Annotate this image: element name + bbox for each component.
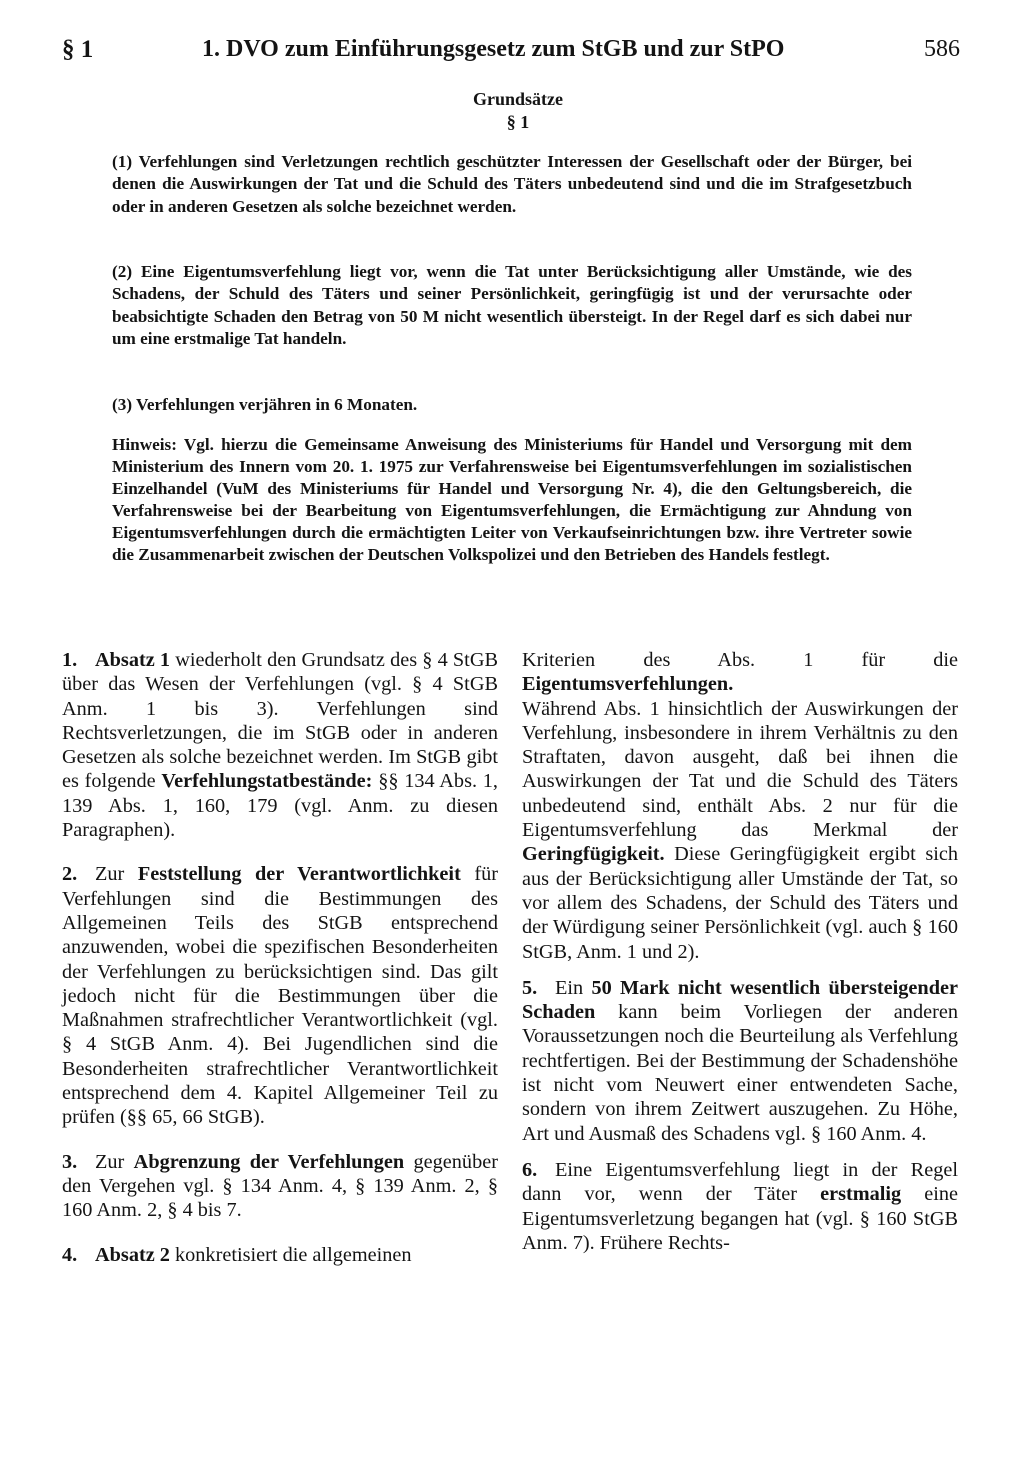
note-number: 1. bbox=[62, 649, 78, 671]
norm-paragraph-2: (2) Eine Eigentumsverfehlung liegt vor, wenn die Tat unter Berücksichtigung aller Umstände, wie des Schadens, der Schuld des Täters und seiner Persönlichkeit, geringfügig ist und der verursachte oder beabsichtigte Schaden den Betrag von 50 M nicht wesentlich übersteigt. In der Regel darf es sich dabei nur um eine erstmalige Tat handeln. bbox=[112, 262, 912, 349]
header-section: § 1 bbox=[62, 36, 94, 63]
note-number: 4. bbox=[62, 1243, 78, 1266]
section-heading: Grundsätze bbox=[473, 89, 563, 109]
note-6: 6. Eine Eigentumsverfehlung liegt in der Regel dann vor, wenn der Täter erstmalig eine Eigentumsverletzung begangen hat (vgl. § 160 StGB Anm. 7). Frühere Rechts- bbox=[522, 1158, 958, 1254]
note-number: 2. bbox=[62, 863, 78, 886]
note-4-start: 4. Absatz 2 konkretisiert die allgemeinen bbox=[62, 1243, 412, 1266]
note-number: 6. bbox=[522, 1158, 538, 1181]
note-4-continued: Kriterien des Abs. 1 für die Eigentumsverfehlungen. Während Abs. 1 hinsichtlich der Auswirkungen der Verfehlung, insbesondere in ihrem Verhältnis zu den Straftaten, davon ausgeht, daß bei ihnen die Auswirkungen der Tat und die Schuld des Täters unbedeutend sind, enthält Abs. 2 nur für die Eigentumsverfehlung das Merkmal der Geringfügigkeit. Diese Geringfügigkeit ergibt sich aus der Berücksichtigung aller Umstände der Tat, so vor allem des Schadens, der Schuld des Täters und der Würdigung seiner Persönlichkeit (vgl. auch § 160 StGB, Anm. 1 und 2). bbox=[522, 649, 958, 963]
note-number: 3. bbox=[62, 1150, 78, 1173]
commentary-column-left bbox=[62, 648, 498, 1267]
norm-paragraph-1: (1) Verfehlungen sind Verletzungen rechtlich geschützter Interessen der Gesellschaft oder der Bürger, bei denen die Auswirkungen der Tat und die Schuld des Täters unbedeutend sind und die im Strafgesetzbuch oder in anderen Gesetzen als solche bezeichnet werden. bbox=[112, 152, 912, 216]
page-number: 586 bbox=[924, 36, 960, 62]
note-3: 3. Zur Abgrenzung der Verfehlungen gegenüber den Vergehen vgl. § 134 Anm. 4, § 139 Anm. 2, § 160 Anm. 2, § 4 bis 7. bbox=[62, 1150, 498, 1222]
note-5: 5. Ein 50 Mark nicht wesentlich übersteigender Schaden kann beim Vorliegen der anderen Voraussetzungen noch die Beurteilung als Verfehlung rechtfertigen. Bei der Bestimmung der Schadenshöhe ist nicht vom Neuwert einer entwendeten Sache, sondern von ihrem Zeitwert auszugehen. Zu Höhe, Art und Ausmaß des Schadens vgl. § 160 Anm. 4. bbox=[522, 976, 958, 1145]
commentary-column-right bbox=[522, 648, 958, 1255]
running-header bbox=[62, 36, 960, 70]
note-number: 5. bbox=[522, 976, 538, 999]
hinweis-paragraph: Hinweis: Vgl. hierzu die Gemeinsame Anweisung des Ministeriums für Handel und Versorgung mit dem Ministerium des Innern vom 20. 1. 1975 zur Verfahrensweise bei Eigentumsverfehlungen im sozialistischen Einzelhandel (VuM des Ministeriums für Handel und Versorgung Nr. 4), die den Geltungsbereich, die Verfahrensweise bei der Bearbeitung von Eigentumsverfehlungen, die Ermächtigung zur Ahndung von Eigentumsverfehlungen durch die ermächtigten Leiter von Verkaufseinrichtungen bzw. ihre Vertreter sowie die Zusammenarbeit zwischen der Deutschen Volkspolizei und den Betrieben des Handels festlegt. bbox=[112, 435, 912, 564]
note-2: 2. Zur Feststellung der Verantwortlichkeit für Verfehlungen sind die Bestimmungen des Allgemeinen Teils des StGB entsprechend anzuwenden, wobei die spezifischen Besonderheiten der Verfehlungen zu berücksichtigen sind. Das gilt jedoch nicht für die Bestimmungen über die Maßnahmen strafrechtlicher Verantwortlichkeit (vgl. § 4 StGB Anm. 4). Bei Jugendlichen sind die Besonderheiten strafrechtlicher Verantwortlichkeit entsprechend dem 4. Kapitel Allgemeiner Teil zu prüfen (§§ 65, 66 StGB). bbox=[62, 863, 499, 1129]
paragraph-heading: § 1 bbox=[506, 112, 530, 132]
header-title: 1. DVO zum Einführungsgesetz zum StGB und zur StPO bbox=[202, 36, 785, 62]
norm-paragraph-3: (3) Verfehlungen verjähren in 6 Monaten. bbox=[112, 395, 418, 414]
note-1: 1. Absatz 1 wiederholt den Grundsatz des § 4 StGB über das Wesen der Verfehlungen (vgl. § 4 StGB Anm. 1 bis 3). Verfehlungen sind Rechtsverletzungen, die im StGB oder in anderen Gesetzen als solche bezeichnet werden. Im StGB gibt es folgende Verfehlungstatbestände: §§ 134 Abs. 1, 139 Abs. 1, 160, 179 (vgl. Anm. zu diesen Paragraphen). bbox=[62, 649, 498, 842]
